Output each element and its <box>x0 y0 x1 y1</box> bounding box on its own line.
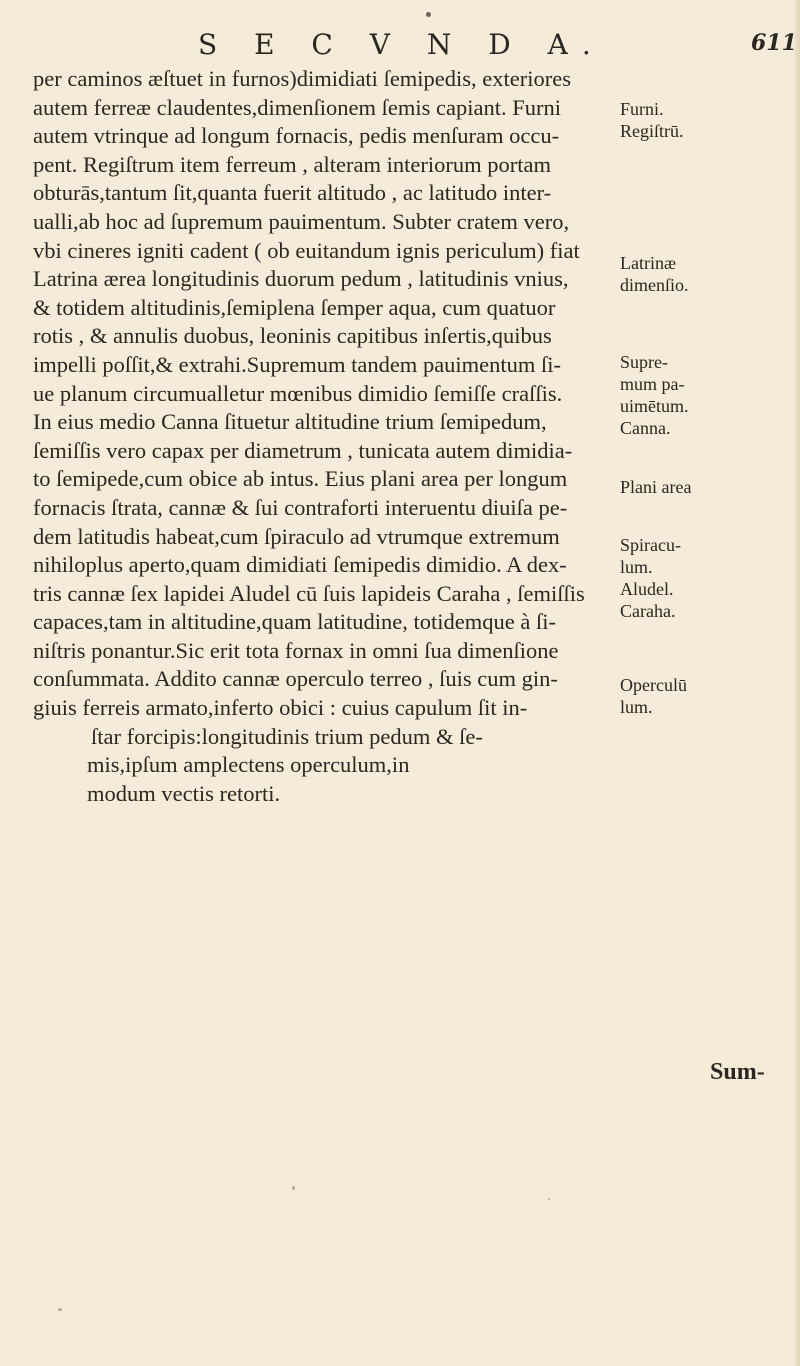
page-number: 611 <box>751 30 797 56</box>
text-line: dem latitudis habeat,cum ſpiraculo ad vtrumque extremum <box>33 523 560 549</box>
text-line: vbi cineres igniti cadent ( ob euitandum ignis periculum) fiat <box>33 237 580 263</box>
margin-note-furni: Furni. Regiſtrū. <box>620 99 684 141</box>
text-line: ualli,ab hoc ad ſupremum pauimentum. Subter cratem vero, <box>33 208 570 234</box>
text-line: pent. Regiſtrum item ferreum , alteram interiorum portam <box>33 151 551 177</box>
text-line: autem vtrinque ad longum fornacis, pedis menſuram occu- <box>33 123 560 149</box>
margin-note-spiraculum: Spiracu- lum. Aludel. Caraha. <box>620 535 681 621</box>
text-line: capaces,tam in altitudine,quam latitudine, totidemque à ſi- <box>33 609 556 635</box>
margin-note-supremum: Supre- mum pa- uimētum. Canna. <box>620 352 689 438</box>
paper-speck <box>548 1198 550 1200</box>
paper-speck <box>292 1186 295 1190</box>
printer-mark <box>426 12 431 17</box>
margin-note-latrina: Latrinæ dimenſio. <box>620 253 689 295</box>
text-line: tris cannæ ſex lapidei Aludel cū ſuis lapideis Caraha , ſemiſſis <box>33 580 585 606</box>
paper-speck <box>58 1308 62 1311</box>
text-line: ſtar forcipis:longitudinis trium pedum & ſe- <box>91 723 483 749</box>
signature-mark: S E C V N D A. <box>198 28 605 61</box>
text-line: Latrina ærea longitudinis duorum pedum , latitudinis vnius, <box>33 266 569 292</box>
text-line: rotis , & annulis duobus, leoninis capitibus inſertis,quibus <box>33 323 552 349</box>
text-line: niſtris ponantur.Sic erit tota fornax in omni ſua dimenſione <box>33 637 559 663</box>
text-line: autem ferreæ claudentes,dimenſionem ſemis capiant. Furni <box>33 94 561 120</box>
text-line: fornacis ſtrata, cannæ & ſui contraforti interuentu diuiſa pe- <box>33 494 568 520</box>
text-line: In eius medio Canna ſituetur altitudine trium ſemipedum, <box>33 409 547 435</box>
text-line: to ſemipede,cum obice ab intus. Eius plani area per longum <box>33 466 568 492</box>
text-line: giuis ferreis armato,inferto obici : cuius capulum ſit in- <box>33 695 528 721</box>
text-line: modum vectis retorti. <box>87 780 281 806</box>
text-line: nihiloplus aperto,quam dimidiati ſemipedis dimidio. A dex- <box>33 552 567 578</box>
text-line: & totidem altitudinis,ſemiplena ſemper aqua, cum quatuor <box>33 294 556 320</box>
margin-note-operculum: Operculū lum. <box>620 675 687 717</box>
text-line: conſummata. Addito cannæ operculo terreo , ſuis cum gin- <box>33 666 558 692</box>
text-line: obturās,tantum ſit,quanta fuerit altitudo , ac latitudo inter- <box>33 180 552 206</box>
catchword: Sum- <box>710 1059 765 1085</box>
page-header <box>0 28 800 68</box>
text-line: ue planum circumualletur mœnibus dimidio ſemiſſe craſſis. <box>33 380 563 406</box>
text-line: ſemiſſis vero capax per diametrum , tunicata autem dimidia- <box>33 437 573 463</box>
text-line: mis,ipſum amplectens operculum,in <box>87 752 410 778</box>
page-edge <box>794 0 800 1366</box>
margin-note-plani-area: Plani area <box>620 477 692 497</box>
text-line: impelli poſſit,& extrahi.Supremum tandem pauimentum ſi- <box>33 351 562 377</box>
text-line: per caminos æſtuet in furnos)dimidiati ſemipedis, exteriores <box>33 66 572 91</box>
main-text <box>33 65 653 808</box>
